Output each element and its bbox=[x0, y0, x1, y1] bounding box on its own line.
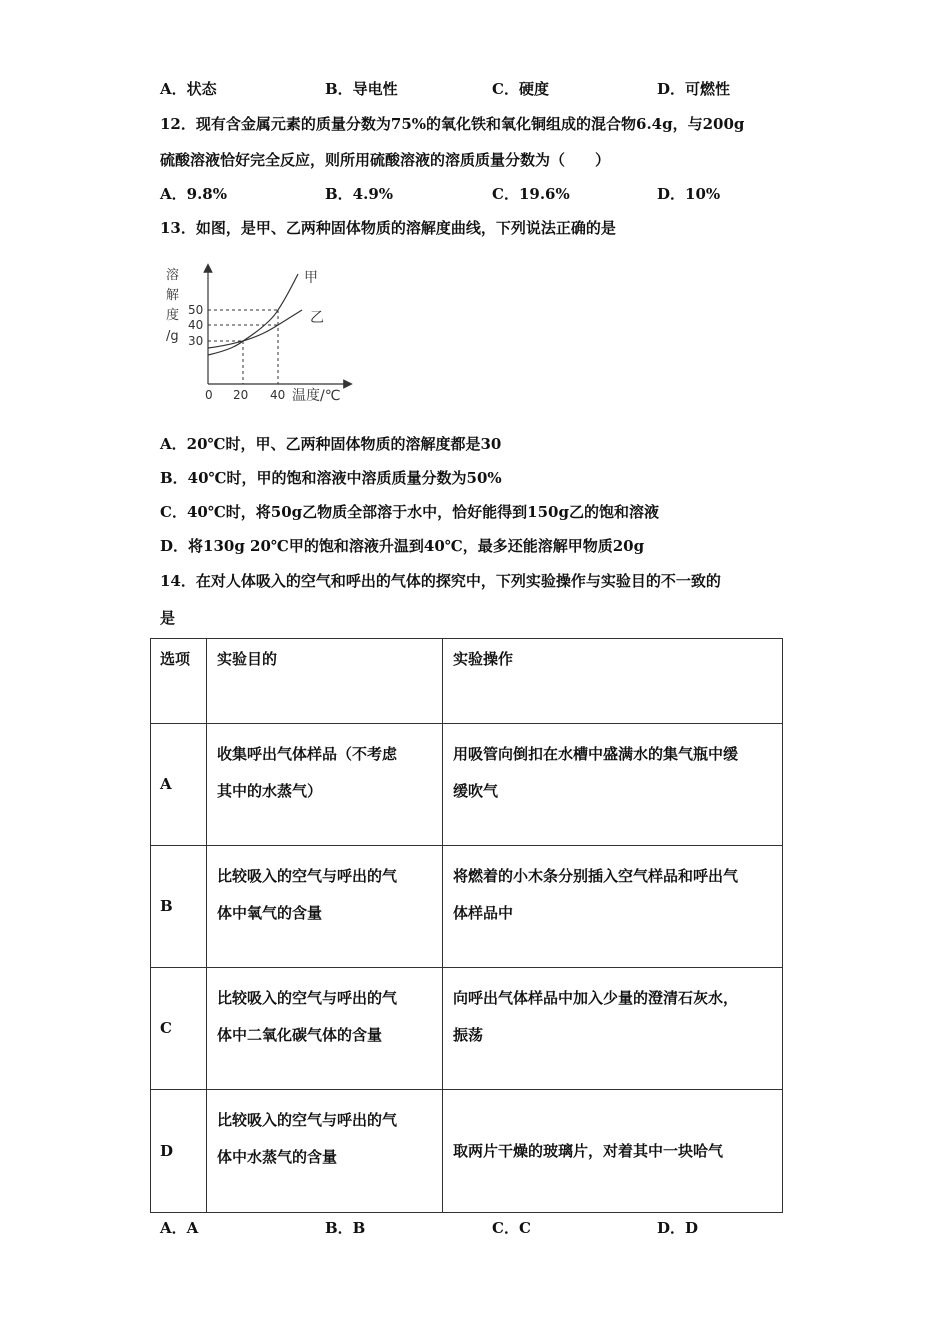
row-option: C bbox=[151, 968, 207, 1090]
row-operation: 用吸管向倒扣在水槽中盛满水的集气瓶中缓 缓吹气 bbox=[443, 724, 783, 846]
row-purpose: 比较吸入的空气与呼出的气 体中二氧化碳气体的含量 bbox=[207, 968, 443, 1090]
y-tick-30: 30 bbox=[188, 334, 204, 348]
q11-option-c: C．硬度 bbox=[492, 80, 549, 98]
table-row bbox=[151, 724, 783, 846]
header-purpose: 实验目的 bbox=[207, 639, 443, 724]
q14-option-b: B．B bbox=[325, 1219, 366, 1237]
experiment-table bbox=[150, 638, 783, 1213]
x-tick-0: 0 bbox=[205, 388, 213, 402]
table-row bbox=[151, 968, 783, 1090]
row-purpose: 比较吸入的空气与呼出的气 体中氧气的含量 bbox=[207, 846, 443, 968]
row-operation: 取两片干燥的玻璃片，对着其中一块哈气 bbox=[443, 1090, 783, 1213]
q14-option-c: C．C bbox=[492, 1219, 531, 1237]
q12-option-d: D．10% bbox=[657, 185, 721, 203]
y-tick-50: 50 bbox=[188, 303, 204, 317]
q14-option-d: D．D bbox=[657, 1219, 699, 1237]
q13-option-a: A．20℃时，甲、乙两种固体物质的溶解度都是30 bbox=[160, 435, 502, 453]
q12-option-a: A．9.8% bbox=[160, 185, 227, 203]
q12-stem-line1: 12．现有含金属元素的质量分数为75%的氧化铁和氧化铜组成的混合物6.4g，与200g bbox=[160, 115, 745, 133]
solubility-curve-graph bbox=[160, 262, 360, 412]
x-axis-label: 温度/℃ bbox=[292, 388, 341, 404]
q13-option-b: B．40℃时，甲的饱和溶液中溶质质量分数为50% bbox=[160, 469, 502, 487]
row-operation: 向呼出气体样品中加入少量的澄清石灰水， 振荡 bbox=[443, 968, 783, 1090]
curve-yi-label: 乙 bbox=[310, 310, 324, 326]
q13-stem: 13．如图，是甲、乙两种固体物质的溶解度曲线，下列说法正确的是 bbox=[160, 219, 616, 237]
x-tick-20: 20 bbox=[233, 388, 249, 402]
row-purpose: 比较吸入的空气与呼出的气 体中水蒸气的含量 bbox=[207, 1090, 443, 1213]
table-row bbox=[151, 1090, 783, 1213]
row-option: B bbox=[151, 846, 207, 968]
x-tick-40: 40 bbox=[270, 388, 286, 402]
curve-yi bbox=[208, 310, 302, 348]
header-operation: 实验操作 bbox=[443, 639, 783, 724]
y-label-char: /g bbox=[166, 329, 179, 344]
row-purpose: 收集呼出气体样品（不考虑 其中的水蒸气） bbox=[207, 724, 443, 846]
row-option: A bbox=[151, 724, 207, 846]
q11-option-b: B．导电性 bbox=[325, 80, 398, 98]
q11-option-d: D．可燃性 bbox=[657, 80, 731, 98]
q14-option-a: A．A bbox=[160, 1219, 199, 1237]
y-label-char: 度 bbox=[166, 308, 180, 323]
q14-stem-line1: 14．在对人体吸入的空气和呼出的气体的探究中，下列实验操作与实验目的不一致的 bbox=[160, 572, 721, 590]
q12-option-c: C．19.6% bbox=[492, 185, 570, 203]
row-option: D bbox=[151, 1090, 207, 1213]
q12-stem-line2: 硫酸溶液恰好完全反应，则所用硫酸溶液的溶质质量分数为（ ） bbox=[160, 151, 611, 169]
header-option: 选项 bbox=[151, 639, 207, 724]
curve-jia-label: 甲 bbox=[304, 270, 318, 286]
y-label-char: 解 bbox=[166, 288, 180, 303]
q13-option-c: C．40℃时，将50g乙物质全部溶于水中，恰好能得到150g乙的饱和溶液 bbox=[160, 503, 659, 521]
curve-jia bbox=[208, 274, 298, 355]
y-tick-40: 40 bbox=[188, 318, 204, 332]
y-label-char: 溶 bbox=[166, 268, 180, 283]
table-header-row bbox=[151, 639, 783, 724]
row-operation: 将燃着的小木条分别插入空气样品和呼出气 体样品中 bbox=[443, 846, 783, 968]
q11-option-a: A．状态 bbox=[160, 80, 217, 98]
q14-stem-line2: 是 bbox=[160, 609, 176, 627]
q13-option-d: D．将130g 20℃甲的饱和溶液升温到40℃，最多还能溶解甲物质20g bbox=[160, 537, 645, 555]
table-row bbox=[151, 846, 783, 968]
q12-option-b: B．4.9% bbox=[325, 185, 394, 203]
